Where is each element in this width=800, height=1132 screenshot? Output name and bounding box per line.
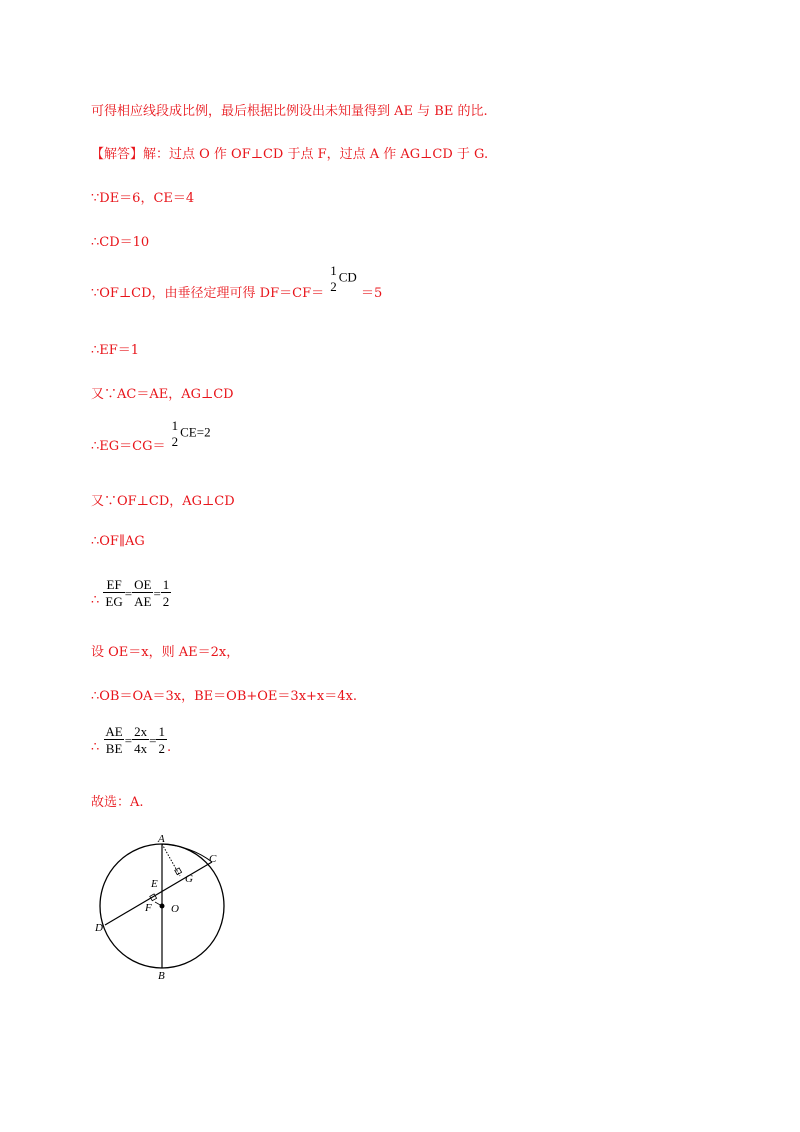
- frac-tail: CD: [338, 269, 357, 285]
- label-b: B: [158, 970, 165, 980]
- eg-cg-line: [91, 418, 211, 454]
- ratio-line-1: [91, 578, 171, 608]
- center-o: [160, 904, 165, 909]
- frac-den: 2: [162, 594, 170, 609]
- frac-tail: CE=2: [180, 424, 211, 440]
- of-parallel-ag: ∴OF∥AG: [91, 534, 145, 549]
- of-ag-perp-line: 又∵OF⊥CD，AG⊥CD: [91, 494, 235, 509]
- ef-value: ∴EF＝1: [91, 343, 140, 358]
- df-cf-text: ∵OF⊥CD，由垂径定理可得 DF＝CF＝: [91, 286, 325, 301]
- frac-num: AE: [105, 724, 123, 739]
- one-half-fraction: [161, 578, 172, 608]
- label-o: O: [171, 903, 179, 915]
- frac-num: 1: [330, 263, 337, 278]
- ratio-line-2: [91, 725, 171, 755]
- frac-num: 2x: [134, 724, 148, 739]
- eg-cg-text: ∴EG＝CG＝: [91, 439, 166, 454]
- frac-den: 2: [330, 279, 337, 294]
- half-ce-fraction: [170, 419, 211, 448]
- equals-sign: =: [124, 732, 133, 748]
- period: .: [166, 740, 172, 755]
- frac-den: AE: [134, 594, 152, 609]
- frac-den: EG: [105, 594, 123, 609]
- label-g: G: [185, 873, 193, 885]
- cd-value: ∴CD＝10: [91, 235, 150, 250]
- circle-figure: [91, 832, 231, 980]
- segment-ac: [162, 844, 212, 862]
- label-e: E: [151, 878, 158, 890]
- df-cf-result: ＝5: [360, 286, 383, 301]
- equals-sign: =: [149, 732, 157, 748]
- frac-den: 4x: [134, 741, 148, 756]
- given-de-ce: ∵DE＝6，CE＝4: [91, 191, 195, 206]
- geometry-diagram: [91, 832, 231, 980]
- ae-be-fraction: [103, 725, 124, 755]
- text-line-1: 可得相应线段成比例，最后根据比例设出未知量得到 AE 与 BE 的比.: [91, 104, 488, 119]
- equals-sign: =: [153, 585, 161, 601]
- frac-den: BE: [105, 741, 123, 756]
- segment-ag: [162, 844, 180, 876]
- label-c: C: [209, 853, 217, 865]
- frac-num: 1: [158, 724, 165, 739]
- label-d: D: [95, 922, 103, 934]
- frac-num: 1: [171, 418, 179, 433]
- ac-ae-line: 又∵AC＝AE，AG⊥CD: [91, 387, 234, 402]
- df-cf-line: [91, 263, 383, 301]
- ob-oa-be-line: ∴OB＝OA＝3x，BE＝OB+OE＝3x+x＝4x.: [91, 689, 357, 704]
- frac-den: 2: [171, 434, 179, 449]
- solution-heading: 【解答】解：过点 O 作 OF⊥CD 于点 F，过点 A 作 AG⊥CD 于 G.: [91, 147, 489, 162]
- ef-eg-fraction: [103, 578, 124, 608]
- set-oe-line: 设 OE＝x，则 AE＝2x，: [91, 645, 240, 660]
- chord-cd: [105, 862, 212, 925]
- one-half-fraction: [156, 725, 167, 755]
- frac-num: 1: [162, 577, 170, 592]
- answer-line: 故选：A.: [91, 795, 144, 810]
- therefore-symbol: ∴: [91, 593, 100, 608]
- frac-num: EF: [106, 577, 122, 592]
- label-f: F: [145, 902, 152, 914]
- frac-num: OE: [134, 577, 152, 592]
- half-cd-fraction: [328, 264, 357, 293]
- frac-den: 2: [158, 741, 165, 756]
- 2x-4x-fraction: [132, 725, 149, 755]
- label-a: A: [158, 833, 165, 845]
- oe-ae-fraction: [132, 578, 153, 608]
- equals-sign: =: [124, 585, 133, 601]
- therefore-symbol: ∴: [91, 740, 100, 755]
